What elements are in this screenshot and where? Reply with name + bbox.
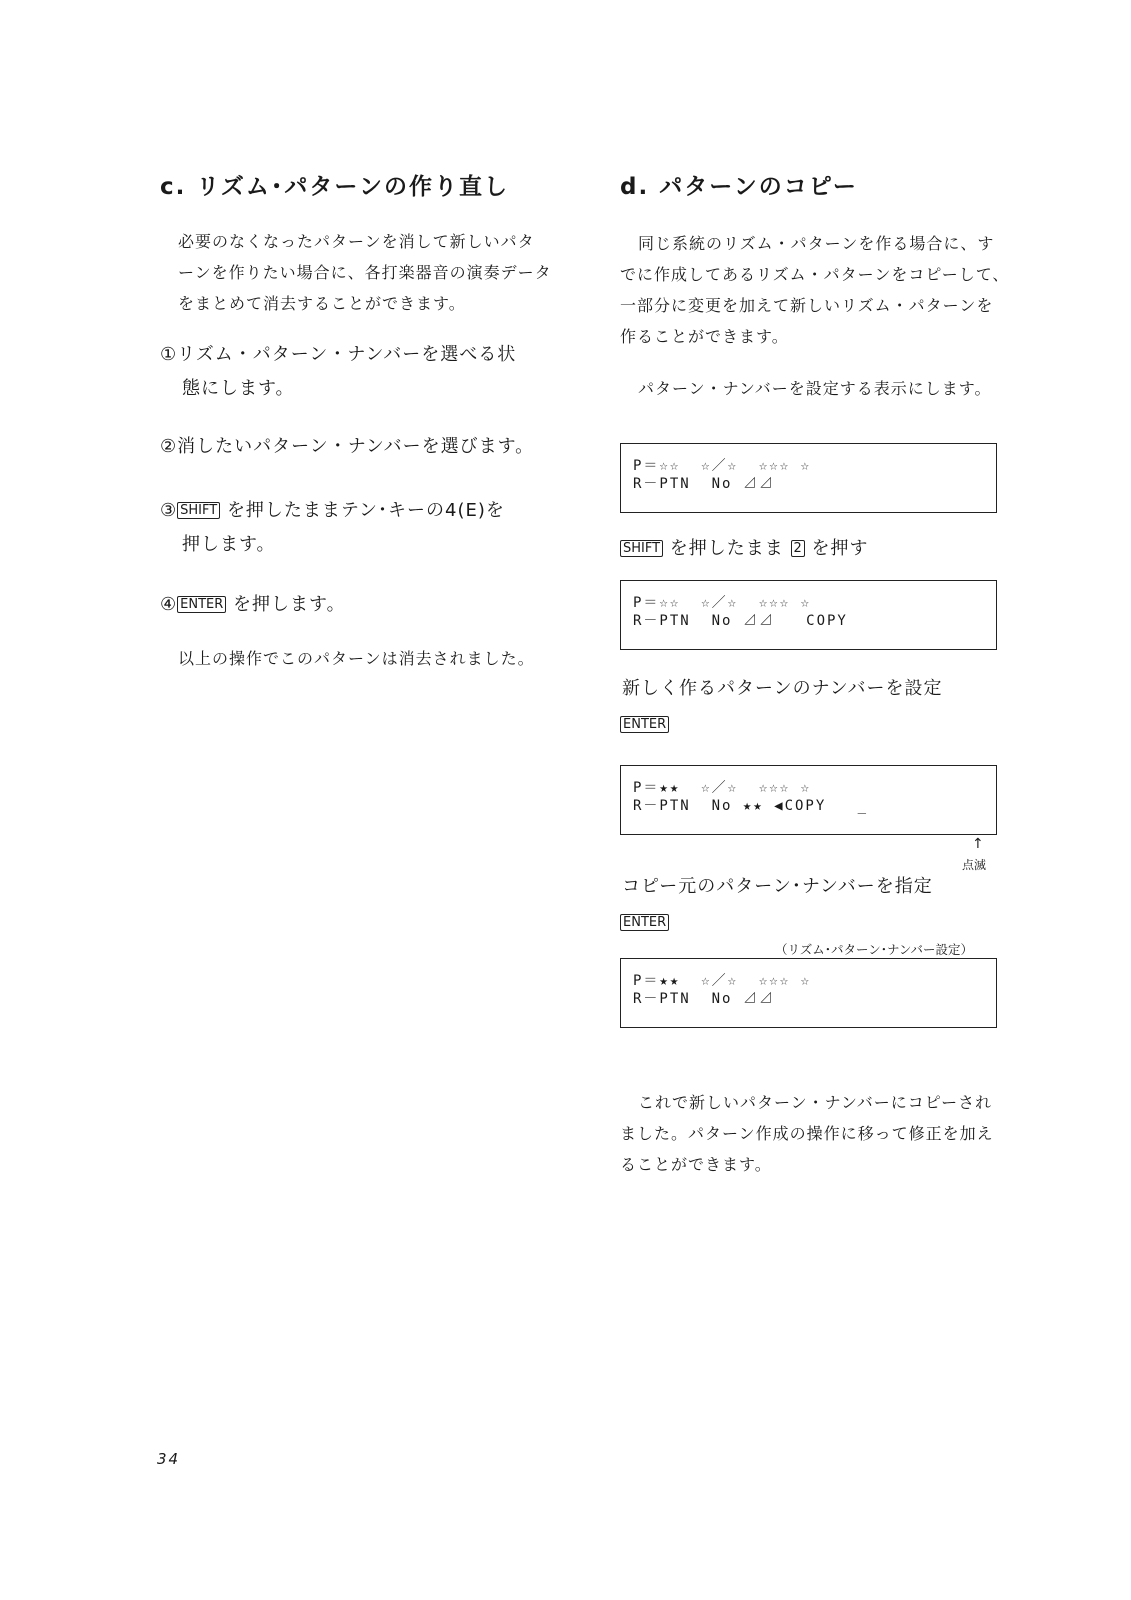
lcd-line: P＝☆☆ ☆／☆ ☆☆☆ ☆ bbox=[633, 458, 812, 474]
section-c-heading: c. リズム･パターンの作り直し bbox=[160, 174, 509, 200]
conclusion-line: ました。パターン作成の操作に移って修正を加え bbox=[620, 1124, 994, 1143]
step-4-number: ④ bbox=[160, 594, 178, 615]
instruction-text: を押す bbox=[811, 538, 869, 559]
conclusion-line: これで新しいパターン・ナンバーにコピーされ bbox=[638, 1093, 993, 1112]
intro-line: でに作成してあるリズム・パターンをコピーして、 bbox=[620, 265, 1010, 284]
intro-line: 作ることができます。 bbox=[620, 327, 789, 346]
number-2-key: 2 bbox=[791, 540, 805, 557]
section-c-intro bbox=[178, 226, 552, 319]
lcd-line: P＝★★ ☆／☆ ☆☆☆ ☆ bbox=[633, 780, 812, 796]
conclusion-line: ることができます。 bbox=[620, 1155, 772, 1174]
shift-key: SHIFT bbox=[177, 502, 220, 519]
specify-source-instruction: コピー元のパターン･ナンバーを指定 bbox=[622, 876, 933, 897]
lcd-line: R－PTN No ⊿⊿ bbox=[633, 476, 775, 492]
shift-2-instruction bbox=[620, 534, 869, 560]
step-4-text: を押します。 bbox=[233, 594, 346, 615]
lcd-line: R－PTN No ★★ ◀COPY _ bbox=[633, 798, 869, 814]
lcd-line: R－PTN No ⊿⊿ bbox=[633, 991, 775, 1007]
enter-key: ENTER bbox=[177, 596, 226, 613]
lcd-display-2 bbox=[620, 580, 997, 650]
pattern-number-setting-note: （リズム･パターン･ナンバー設定） bbox=[775, 942, 974, 957]
enter-step-1 bbox=[620, 714, 669, 735]
lcd-line: P＝☆☆ ☆／☆ ☆☆☆ ☆ bbox=[633, 595, 812, 611]
step-4 bbox=[160, 588, 346, 622]
intro-line: ーンを作りたい場合に、各打楽器音の演奏データ bbox=[178, 263, 552, 282]
section-c-result: 以上の操作でこのパターンは消去されました。 bbox=[178, 649, 535, 668]
lcd-display-1 bbox=[620, 443, 997, 513]
section-d-heading: d. パターンのコピー bbox=[620, 174, 858, 200]
intro-line: をまとめて消去することができます。 bbox=[178, 294, 466, 313]
blink-arrow-icon: ↑ bbox=[972, 836, 984, 852]
intro-line: 同じ系統のリズム・パターンを作る場合に、す bbox=[638, 234, 995, 253]
intro-line: 一部分に変更を加えて新しいリズム・パターンを bbox=[620, 296, 994, 315]
enter-key: ENTER bbox=[620, 716, 669, 733]
section-d-conclusion bbox=[620, 1087, 994, 1180]
lcd-display-4 bbox=[620, 958, 997, 1028]
step-3-number: ③ bbox=[160, 500, 178, 521]
step-1-line: ①リズム・パターン・ナンバーを選べる状 bbox=[160, 344, 517, 365]
intro-line: 必要のなくなったパターンを消して新しいパタ bbox=[178, 232, 535, 251]
lcd-line: R－PTN No ⊿⊿ COPY bbox=[633, 613, 848, 629]
enter-key: ENTER bbox=[620, 914, 669, 931]
lcd-display-3 bbox=[620, 765, 997, 835]
set-display-instruction: パターン・ナンバーを設定する表示にします。 bbox=[638, 379, 992, 398]
step-3-line2: 押します。 bbox=[182, 534, 276, 555]
section-d-intro bbox=[620, 228, 1009, 352]
step-3-text: を押したままテン･キーの4(E)を bbox=[226, 500, 505, 521]
set-new-number-instruction: 新しく作るパターンのナンバーを設定 bbox=[622, 678, 943, 699]
instruction-text: を押したまま bbox=[669, 538, 784, 559]
lcd-line: P＝★★ ☆／☆ ☆☆☆ ☆ bbox=[633, 973, 812, 989]
step-1 bbox=[160, 338, 516, 406]
shift-key: SHIFT bbox=[620, 540, 663, 557]
enter-step-2 bbox=[620, 912, 669, 933]
page-number: 34 bbox=[157, 1450, 181, 1468]
step-3 bbox=[160, 494, 505, 562]
blink-label: 点滅 bbox=[962, 858, 987, 872]
step-2: ②消したいパターン・ナンバーを選びます。 bbox=[160, 436, 535, 457]
step-1-line: 態にします。 bbox=[182, 378, 295, 399]
